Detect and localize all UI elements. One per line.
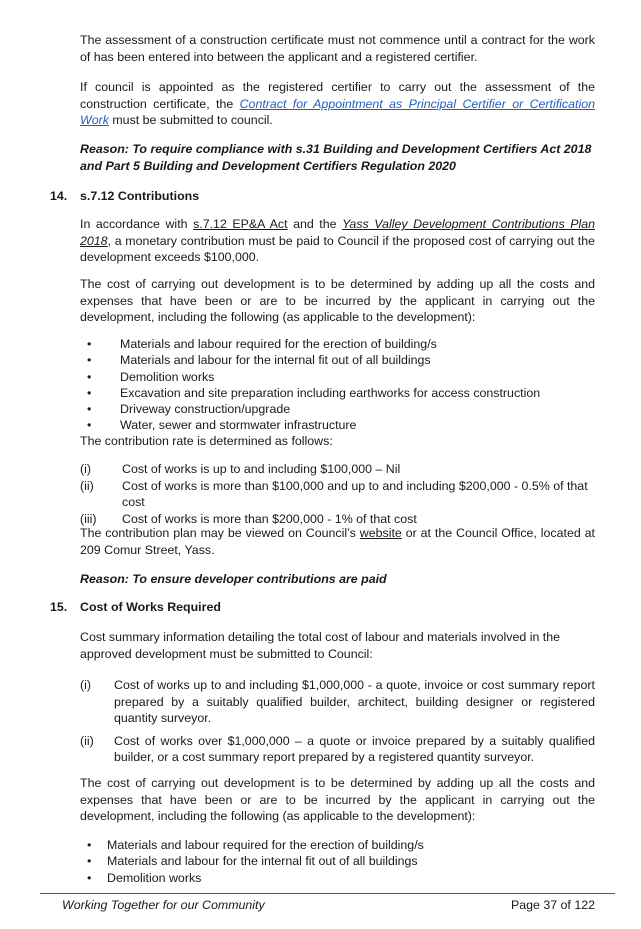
section-14-heading [50, 188, 199, 204]
intro-paragraph-1: The assessment of a construction certificate must not commence until a contract for the work of has been entered into between the applicant and a registered certifier. [80, 33, 595, 64]
cost-of-works-list [80, 677, 595, 772]
contributions-plan-link[interactable]: Yass Valley Development Contributions Plan 2018 [80, 217, 595, 248]
page-number: Page 37 of 122 [510, 898, 595, 912]
list-item-text: Cost of works is more than $200,000 - 1% of that cost [122, 511, 417, 526]
s14-p1-text-a: In accordance with [80, 217, 194, 231]
list-item-text: Cost of works is more than $100,000 and up to and including $200,000 - 0.5% of that cost [122, 478, 588, 509]
list-marker: (i) [80, 678, 92, 692]
list-item: • Water, sewer and stormwater infrastructure [80, 417, 601, 433]
section-14-paragraph-2: The cost of carrying out development is to be determined by adding up all the costs and expenses that have been or are to be incurred by the applicant in carrying out the development, including the following (as applicable to the development): [80, 277, 595, 324]
section-15-bullet-list [80, 837, 601, 886]
list-item: • Demolition works [80, 369, 601, 385]
section-14-paragraph-1 [80, 216, 595, 266]
intro-paragraph-2-text-a: If council is appointed as the registered certifier to carry out the assessment of the construction certificate, the [80, 80, 595, 111]
list-marker: (i) [80, 462, 92, 476]
list-marker: (ii) [80, 478, 94, 493]
list-item: • Materials and labour for the internal fit out of all buildings [80, 853, 601, 869]
contract-for-appointment-link[interactable]: Contract for Appointment as Principal Certifier or Certification Work [80, 96, 595, 127]
list-item-text: Cost of works is up to and including $100,000 – Nil [122, 462, 401, 476]
contribution-plan-paragraph [80, 525, 595, 558]
list-item-text: Cost of works over $1,000,000 – a quote or invoice prepared by a suitably qualified builder, or a cost summary report prepared by a registered quantity surveyor. [114, 733, 595, 764]
list-item-text: Cost of works up to and including $1,000,000 - a quote, invoice or cost summary report prepared by a suitably qualified builder, architect, building designer or registered quantity surveyor. [114, 678, 595, 725]
list-marker: (ii) [80, 733, 94, 748]
s14-p1-text-c: , a monetary contribution must be paid to Council if the proposed cost of carrying out the development exceeds $100,000. [80, 233, 595, 264]
intro-reason: Reason: To require compliance with s.31 Building and Development Certifiers Act 2018 and Part 5 Building and Development Certifiers Regulation 2020 [80, 142, 592, 173]
section-14-bullet-list [80, 336, 601, 434]
intro-paragraph-2 [80, 79, 595, 129]
list-item: • Materials and labour required for the erection of building/s [80, 837, 601, 853]
contribution-rates-list [80, 461, 601, 527]
footer-tagline: Working Together for our Community [62, 898, 265, 912]
list-item: • Driveway construction/upgrade [80, 401, 601, 417]
website-link[interactable]: website [359, 526, 402, 540]
section-15-title: Cost of Works Required [80, 600, 221, 614]
section-14-number: 14. [50, 189, 68, 203]
section-14-reason: Reason: To ensure developer contributions are paid [80, 572, 387, 586]
list-item [80, 677, 595, 727]
list-item: • Materials and labour required for the erection of building/s [80, 336, 601, 352]
section-15-number: 15. [50, 600, 68, 614]
plan-text-a: The contribution plan may be viewed on Council’s [80, 526, 360, 540]
intro-paragraph-2-text-b: must be submitted to council. [108, 113, 273, 127]
section-15-heading [50, 599, 221, 615]
footer-divider [40, 893, 615, 894]
plan-text-b: or at the Council Office, located at 209 Comur Street, Yass. [80, 526, 595, 557]
list-item: • Materials and labour for the internal fit out of all buildings [80, 352, 601, 368]
list-item [80, 733, 595, 766]
list-item: • Excavation and site preparation including earthworks for access construction [80, 385, 601, 401]
list-item [80, 478, 601, 511]
list-item: • Demolition works [80, 870, 601, 886]
list-item [80, 461, 601, 478]
list-marker: (iii) [80, 511, 97, 526]
section-15-paragraph-1: Cost summary information detailing the total cost of labour and materials involved in the approved development must be submitted to Council: [80, 630, 561, 661]
section-15-paragraph-2: The cost of carrying out development is to be determined by adding up all the costs and expenses that have been or are to be incurred by the applicant in carrying out the development, including the following (as applicable to the development): [80, 776, 595, 823]
s14-p1-text-b: and the [287, 217, 343, 231]
ep-a-act-link[interactable]: s.7.12 EP&A Act [193, 217, 288, 231]
section-14-title: s.7.12 Contributions [80, 189, 200, 203]
contribution-rate-intro: The contribution rate is determined as follows: [80, 434, 333, 448]
